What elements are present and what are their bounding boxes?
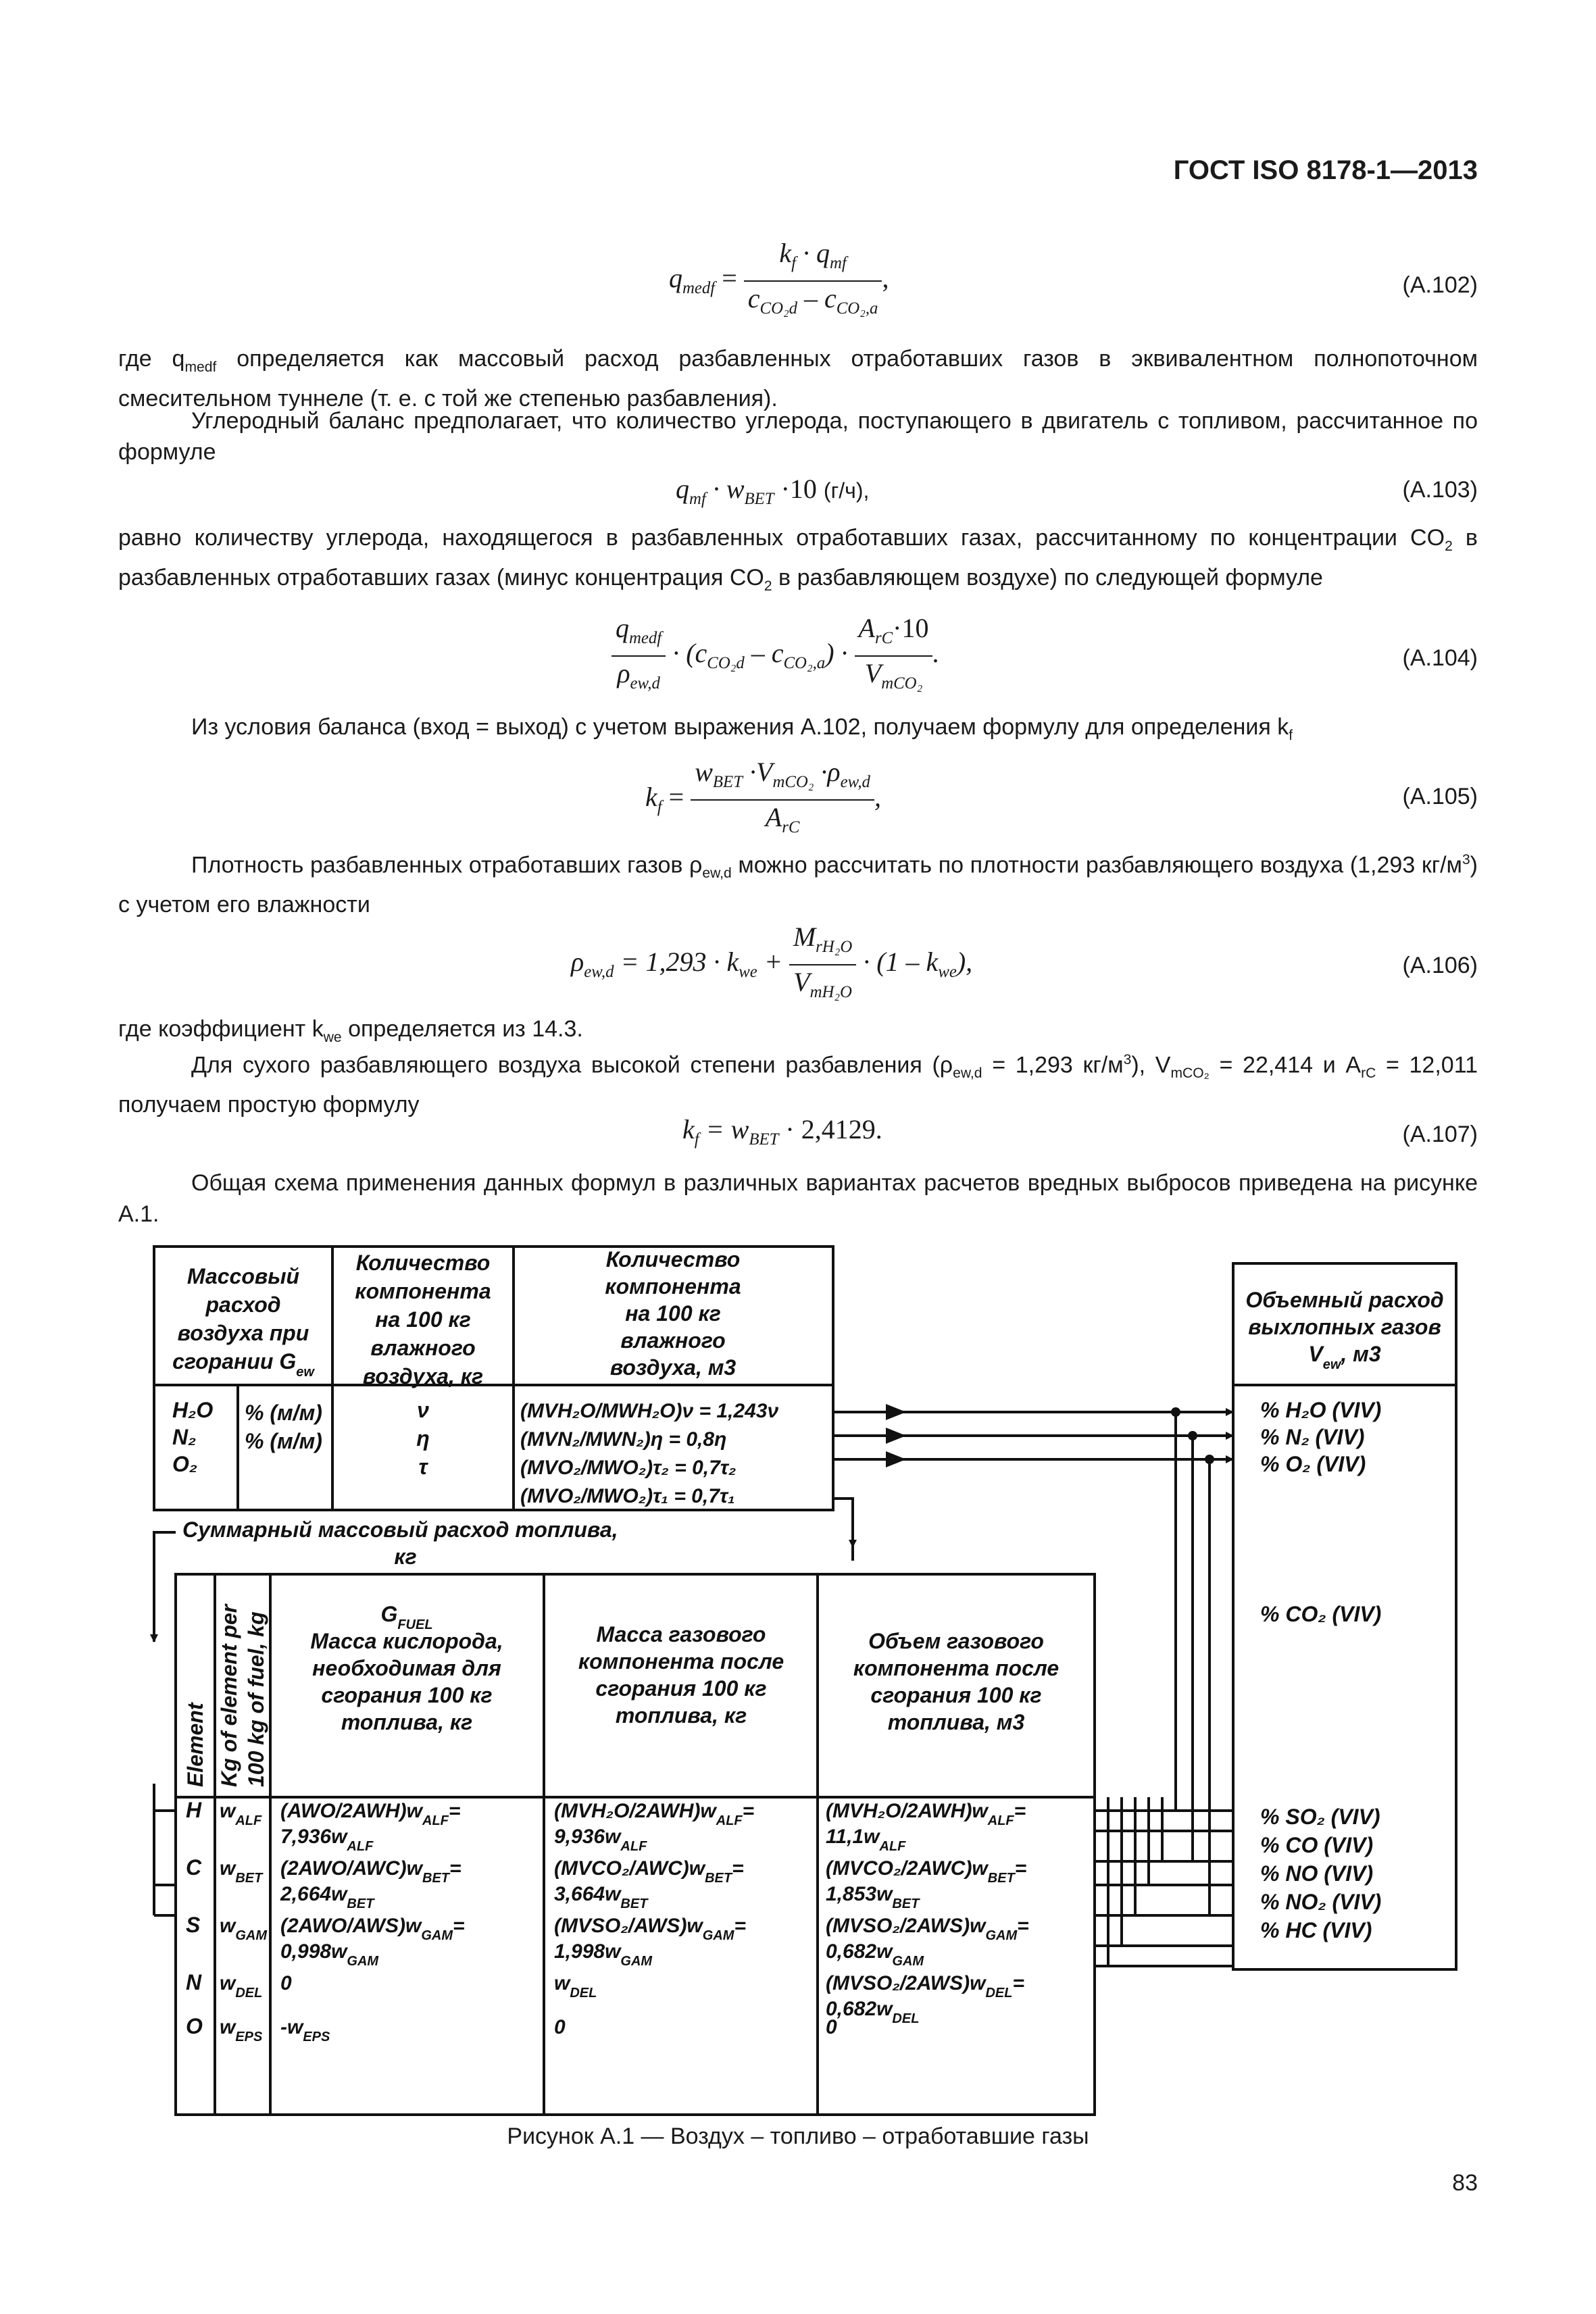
fuel-row-w-S: $w_{GAM}$ — [220, 1915, 268, 1943]
fuel-header-element: Element — [183, 1703, 207, 1787]
fuel-row-mass-S: $1,998w_{GAM}$ — [554, 1940, 653, 1969]
air-unit-0: % (м/м) — [245, 1401, 322, 1425]
air-header-component-m3-line: на 100 кг — [625, 1301, 721, 1326]
paragraph-7: Для сухого разбавляющего воздуха высокой степени разбавления ($\rho_{ew,d} = 1,293$ $кг/м^3$), $V_{mCO_2} = 22,414$ и $A_{rC} = 12,011$ получаем простую формулу — [118, 1052, 1478, 1118]
equation-a103: $q_{mf} \cdot w_{BET} \cdot 10$ (г/ч), — [676, 474, 870, 508]
fuel-row-oxygen-O: $-w_{EPS}$ — [280, 2016, 330, 2044]
air-header-mass-flow-line: расход — [205, 1292, 281, 1317]
fuel-header-volume-line: сгорания 100 кг — [870, 1683, 1042, 1707]
fuel-row-w-N: $w_{DEL}$ — [220, 1972, 263, 2001]
fuel-total-label: Суммарный массовый расход топлива, — [182, 1517, 618, 1542]
fuel-header-mass-line: Масса газового — [596, 1622, 766, 1646]
fuel-row-mass-H: $(MVH_2O/2AWH)w_{ALF}=$ — [554, 1800, 755, 1828]
exhaust-title-line3: $V_{ew}$, м3 — [1308, 1342, 1381, 1372]
fuel-header-kg-line1: Kg of element per — [217, 1604, 241, 1787]
paragraph-2: Углеродный баланс предполагает, что количество углерода, поступающего в двигатель с топливом, рассчитанное по формуле — [118, 408, 1478, 465]
air-unit-1: % (м/м) — [245, 1429, 322, 1453]
air-formula-2: (MVO₂/MWO₂)τ₂ = 0,7τ₂ — [520, 1457, 737, 1479]
exhaust-top-2: % O₂ (VIV) — [1260, 1452, 1366, 1476]
fuel-header-oxygen-line: сгорания 100 кг — [321, 1683, 493, 1707]
fuel-header-oxygen-line: необходимая для — [312, 1656, 501, 1680]
paragraph-1: где $q_{medf}$ определяется как массовый расход разбавленных отработавших газов в эквивалентном полнопоточном смесительном туннеле (т. е. с той же степенью разбавления). — [118, 346, 1478, 411]
fuel-row-volume-S: $0,682w_{GAM}$ — [826, 1940, 924, 1969]
fuel-row-oxygen-H: $7,936w_{ALF}$ — [280, 1826, 374, 1854]
equation-a106: $\rho_{ew,d} = 1,293 \cdot k_{we}$ + $\frac{M_{rH_2O}}{V_{mH_2O}}$ · $(1 - k_{we})$, — [571, 922, 973, 1001]
fuel-row-oxygen-H: $(AWO/2AWH)w_{ALF}=$ — [280, 1800, 461, 1828]
air-header-component-m3-line: Количество — [605, 1247, 741, 1272]
fuel-header-mass-line: топлива, кг — [615, 1703, 747, 1728]
fuel-row-volume-N: $0,682w_{DEL}$ — [826, 1998, 920, 2026]
paragraph-8: Общая схема применения данных формул в различных вариантах расчетов вредных выбросов приведена на рисунке А.1. — [118, 1170, 1478, 1227]
fuel-header-kg-line2: 100 kg of fuel, kg — [244, 1611, 268, 1787]
air-symbol-2: τ — [418, 1455, 428, 1479]
fuel-row-volume-C: $1,853w_{BET}$ — [826, 1883, 920, 1911]
exhaust-top-1: % N₂ (VIV) — [1260, 1425, 1365, 1449]
air-header-component-m3-line: воздуха, м3 — [609, 1355, 737, 1380]
air-header-component-kg-line: воздуха, кг — [362, 1364, 484, 1388]
fuel-row-oxygen-N: 0 — [280, 1972, 292, 1994]
fuel-header-volume-line: топлива, м3 — [887, 1710, 1025, 1734]
fuel-total-unit: кг — [394, 1544, 417, 1569]
air-symbol-0: ν — [417, 1398, 429, 1422]
exhaust-bottom-1: % CO (VIV) — [1260, 1833, 1374, 1857]
equation-a104: $\frac{q_{medf}}{\rho_{ew,d}}$ · $(c_{CO_2d} - c_{CO_2,a})$ · $\frac{A_{rC}\cdot 10}{V_{mCO_2}}$ . — [612, 611, 939, 701]
air-header-component-kg-line: влажного — [370, 1336, 476, 1360]
fuel-row-volume-H: $11,1w_{ALF}$ — [826, 1826, 906, 1854]
fuel-header-volume-line: компонента после — [853, 1656, 1059, 1680]
air-species-0: H₂O — [172, 1398, 214, 1422]
fuel-row-mass-O: 0 — [554, 2016, 566, 2038]
fuel-header-mass-line: компонента после — [578, 1649, 784, 1674]
air-header-component-m3-line: компонента — [605, 1274, 741, 1299]
fuel-row-oxygen-C: $(2AWO/AWC)w_{BET}=$ — [280, 1857, 462, 1886]
fuel-row-mass-C: $(MVCO_2/AWC)w_{BET}=$ — [554, 1857, 744, 1886]
air-species-2: O₂ — [172, 1452, 198, 1476]
exhaust-title-line1: Объемный расход — [1245, 1288, 1444, 1312]
exhaust-title-line2: выхлопных газов — [1248, 1315, 1441, 1339]
fuel-header-volume-line: Объем газового — [868, 1629, 1044, 1653]
paragraph-4: Из условия баланса (вход = выход) с учетом выражения А.102, получаем формулу для определения $k_f$ — [191, 714, 1293, 743]
exhaust-bottom-4: % HC (VIV) — [1260, 1918, 1372, 1942]
exhaust-bottom-0: % SO₂ (VIV) — [1260, 1805, 1380, 1829]
air-header-component-m3-line: влажного — [620, 1328, 726, 1353]
fuel-row-volume-C: $(MVCO_2/2AWC)w_{BET}=$ — [826, 1857, 1027, 1886]
fuel-row-w-C: $w_{BET}$ — [220, 1857, 263, 1886]
air-formula-0: (MVH₂O/MWH₂O)ν = 1,243ν — [520, 1400, 779, 1422]
paragraph-3: равно количеству углерода, находящегося в разбавленных отработавших газах, рассчитанному по концентрации $CO_2$ в разбавленных отработавших газах (минус концентрация $CO_2$ в разбавляющем воздухе) по следующей формуле — [118, 525, 1478, 594]
exhaust-top-0: % H₂O (VIV) — [1260, 1398, 1382, 1422]
document-header: ГОСТ ISO 8178-1—2013 — [1173, 155, 1478, 185]
fuel-row-element-H: H — [186, 1798, 202, 1822]
equation-a105: $k_f$ = $\frac{w_{BET} \cdot V_{mCO_2} \cdot\rho_{ew,d}}{A_{rC}}$ , — [645, 757, 881, 836]
fuel-row-volume-H: $(MVH_2O/2AWH)w_{ALF}=$ — [826, 1800, 1026, 1828]
air-header-component-kg-line: Количество — [355, 1251, 491, 1275]
paragraph-5: Плотность разбавленных отработавших газов $\rho_{ew,d}$ можно рассчитать по плотности разбавляющего воздуха (1,293 $кг/м^3$) с учетом его влажности — [118, 852, 1478, 918]
air-formula-3: (MVO₂/MWO₂)τ₁ = 0,7τ₁ — [520, 1485, 735, 1507]
air-header-component-kg-line: компонента — [355, 1279, 491, 1303]
air-header-mass-flow-line: Массовый — [186, 1264, 300, 1288]
equation-number-a106: (A.106) — [1402, 953, 1478, 978]
fuel-header-oxygen-line: Масса кислорода, — [310, 1629, 503, 1653]
fuel-row-w-H: $w_{ALF}$ — [220, 1800, 262, 1828]
equation-number-a105: (A.105) — [1402, 784, 1478, 809]
air-header-mass-flow-line: сгорании $G_{ew}$ — [172, 1349, 314, 1380]
fuel-row-element-S: S — [186, 1913, 201, 1937]
fuel-row-mass-N: $w_{DEL}$ — [554, 1972, 597, 2001]
equation-a102: $q_{medf}$ = $\frac{k_f \cdot q_{mf}}{c_{CO_2d} - c_{CO_2,a}}$ , — [669, 238, 889, 318]
fuel-row-oxygen-S: $(2AWO/AWS)w_{GAM}=$ — [280, 1915, 465, 1943]
page-number: 83 — [1452, 2170, 1478, 2196]
fuel-header-gfuel: $G_{FUEL}$ — [380, 1602, 433, 1632]
figure-caption: Рисунок А.1 — Воздух – топливо – отработавшие газы — [507, 2123, 1089, 2149]
fuel-row-mass-S: $(MVSO_2/AWS)w_{GAM}=$ — [554, 1915, 746, 1943]
equation-number-a102: (A.102) — [1402, 272, 1478, 298]
fuel-header-oxygen-line: топлива, кг — [341, 1710, 473, 1734]
fuel-row-oxygen-C: $2,664w_{BET}$ — [280, 1883, 374, 1911]
equation-number-a107: (A.107) — [1402, 1122, 1478, 1147]
paragraph-6: где коэффициент $k_{we}$ определяется из 14.3. — [118, 1016, 583, 1045]
equation-number-a103: (A.103) — [1402, 477, 1478, 503]
fuel-row-oxygen-S: $0,998w_{GAM}$ — [280, 1940, 379, 1969]
air-symbol-1: η — [416, 1426, 430, 1451]
fuel-row-volume-N: $(MVSO_2/2AWS)w_{DEL}=$ — [826, 1972, 1024, 2001]
air-header-component-kg-line: на 100 кг — [375, 1307, 471, 1332]
fuel-row-mass-H: $9,936w_{ALF}$ — [554, 1826, 647, 1854]
fuel-row-element-O: O — [186, 2014, 203, 2038]
air-header-mass-flow-line: воздуха при — [177, 1321, 309, 1345]
fuel-row-element-N: N — [186, 1970, 202, 1994]
fuel-row-w-O: $w_{EPS}$ — [220, 2016, 263, 2044]
exhaust-bottom-2: % NO (VIV) — [1260, 1861, 1374, 1886]
exhaust-bottom-3: % NO₂ (VIV) — [1260, 1890, 1382, 1914]
fuel-row-volume-O: 0 — [826, 2016, 837, 2038]
air-formula-1: (MVN₂/MWN₂)η = 0,8η — [520, 1428, 727, 1451]
equation-a107: $k_f = w_{BET} \cdot 2,4129$. — [682, 1114, 882, 1149]
fuel-row-element-C: C — [186, 1855, 202, 1880]
fuel-row-mass-C: $3,664w_{BET}$ — [554, 1883, 648, 1911]
exhaust-mid-0: % CO₂ (VIV) — [1260, 1602, 1382, 1626]
air-species-1: N₂ — [172, 1425, 197, 1449]
equation-number-a104: (A.104) — [1402, 645, 1478, 671]
fuel-header-mass-line: сгорания 100 кг — [595, 1676, 767, 1701]
fuel-row-volume-S: $(MVSO_2/2AWS)w_{GAM}=$ — [826, 1915, 1029, 1943]
